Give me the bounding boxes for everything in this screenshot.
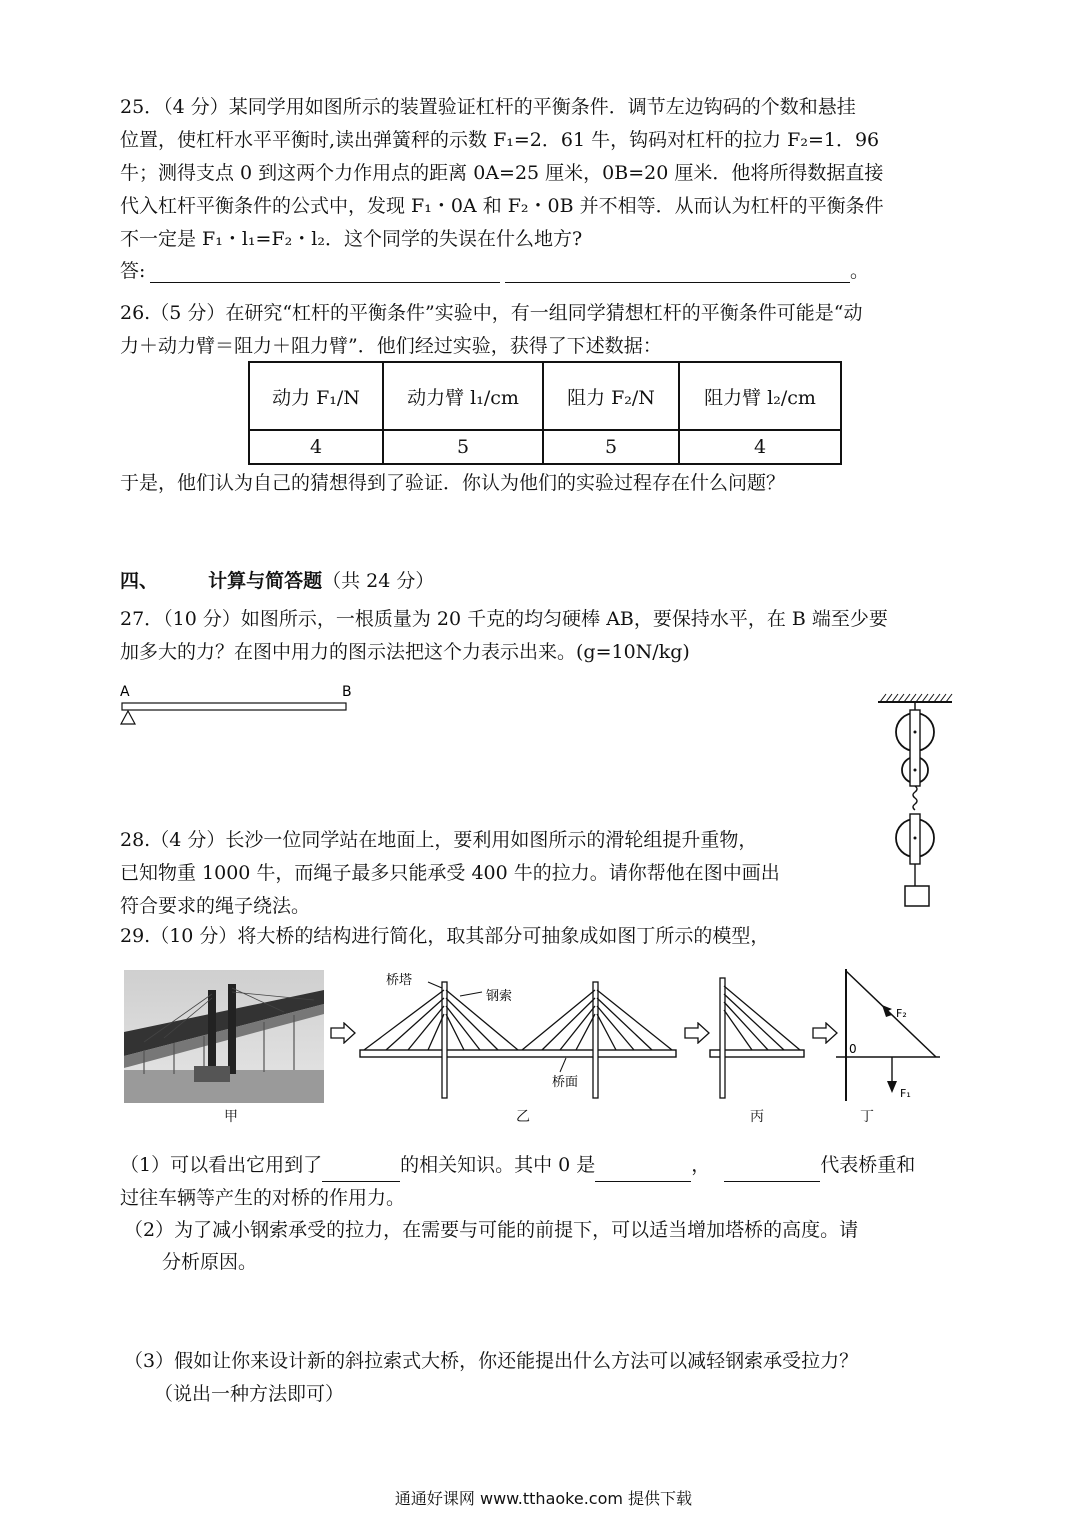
label-deck: 桥面 (552, 1075, 579, 1090)
caption-ding: 丁 (860, 1109, 874, 1125)
bridge-diagram-bing (708, 972, 808, 1102)
q25-answer-blank-2[interactable] (505, 282, 850, 283)
q29-blank-1[interactable] (322, 1159, 400, 1182)
fulcrum-triangle (121, 711, 135, 724)
table-cell: 4 (249, 430, 383, 464)
q25-answer-end: 。 (850, 260, 870, 282)
q29-sub3-line-2: （说出一种方法即可） (154, 1383, 345, 1405)
arrow-right-icon (684, 1022, 710, 1044)
q25-answer-label: 答: (120, 260, 146, 282)
table-cell: 4 (679, 430, 841, 464)
rod-ab (122, 703, 346, 710)
q29-sub1-line-1 (120, 1149, 990, 1182)
arrow-right-icon (812, 1022, 838, 1044)
q29-sub1-c: ， (691, 1154, 711, 1176)
q26-data-table (248, 361, 842, 465)
table-cell: 5 (383, 430, 543, 464)
q25-answer-blank-1[interactable] (150, 282, 500, 283)
caption-yi: 乙 (516, 1109, 530, 1125)
caption-bing: 丙 (750, 1109, 764, 1125)
q25-line-5: 不一定是 F₁・l₁=F₂・l₂．这个同学的失误在什么地方? (120, 228, 583, 250)
section-number: 四、 (120, 570, 159, 592)
q28-line-2: 已知物重 1000 牛，而绳子最多只能承受 400 牛的拉力。请你帮他在图中画出 (120, 862, 780, 884)
q29-blank-2[interactable] (595, 1159, 691, 1182)
q29-sub1-a: （1）可以看出它用到了 (120, 1154, 323, 1176)
section-heading (120, 566, 434, 593)
q25-line-3: 牛；测得支点 0 到这两个力作用点的距离 0A=25 厘米，0B=20 厘米．他将所得数据直接 (120, 162, 884, 184)
bridge-diagram-yi (356, 968, 681, 1103)
q28-line-3: 符合要求的绳子绕法。 (120, 895, 311, 917)
q29-sub1-line-2: 过往车辆等产生的对桥的作用力。 (120, 1187, 406, 1209)
q29-line-1: 29.（10 分）将大桥的结构进行简化，取其部分可抽象成如图丁所示的模型， (120, 925, 770, 947)
q25-line-4: 代入杠杆平衡条件的公式中，发现 F₁・0A 和 F₂・0B 并不相等．从而认为杠杆的平衡条件 (120, 195, 884, 217)
caption-jia: 甲 (224, 1109, 238, 1125)
q29-blank-3[interactable] (724, 1159, 820, 1182)
label-b: B (342, 684, 352, 700)
table-header: 阻力臂 l₂/cm (679, 362, 841, 430)
bridge-photo (124, 970, 324, 1103)
q29-sub1-b: 的相关知识。其中 0 是 (400, 1154, 596, 1176)
q29-sub2-line-1: （2）为了减小钢索承受的拉力，在需要与可能的前提下，可以适当增加塔桥的高度。请 (124, 1219, 859, 1241)
section-title: 计算与简答题 (208, 570, 323, 592)
table-header: 动力 F₁/N (249, 362, 383, 430)
footer-source: 通通好课网 www.tthaoke.com 提供下载 (394, 1489, 693, 1508)
q27-line-2: 加多大的力？在图中用力的图示法把这个力表示出来。(g=10N/kg) (120, 641, 690, 663)
q26-line-1: 26.（5 分）在研究“杠杆的平衡条件”实验中，有一组同学猜想杠杆的平衡条件可能是“动 (120, 302, 863, 324)
q29-sub1-d: 代表桥重和 (820, 1154, 916, 1176)
q28-line-1: 28.（4 分）长沙一位同学站在地面上，要利用如图所示的滑轮组提升重物， (120, 829, 758, 851)
label-f1: F₁ (900, 1087, 911, 1100)
table-header: 阻力 F₂/N (543, 362, 679, 430)
label-o: 0 (849, 1042, 857, 1056)
q29-sub2-line-2: 分析原因。 (162, 1251, 258, 1273)
q25-line-1: 25．（4 分）某同学用如图所示的装置验证杠杆的平衡条件．调节左边钩码的个数和悬挂 (120, 96, 856, 118)
label-f2: F₂ (896, 1007, 907, 1020)
q29-sub3-line-1: （3）假如让你来设计新的斜拉索式大桥，你还能提出什么方法可以减轻钢索承受拉力？ (124, 1350, 859, 1372)
table-header: 动力臂 l₁/cm (383, 362, 543, 430)
section-points: （共 24 分） (322, 570, 435, 592)
lever-model-ding (836, 965, 946, 1105)
lever-ab-figure (110, 680, 370, 730)
q25-line-2: 位置，使杠杆水平平衡时,读出弹簧秤的示数 F₁=2．61 牛，钩码对杠杆的拉力 F₂=1．96 (120, 129, 880, 151)
label-cable: 钢索 (486, 989, 513, 1004)
table-cell: 5 (543, 430, 679, 464)
q26-line-2: 力＋动力臂＝阻力＋阻力臂”．他们经过实验，获得了下述数据： (120, 335, 662, 357)
label-a: A (120, 684, 130, 700)
arrow-right-icon (330, 1022, 356, 1044)
q27-line-1: 27．（10 分）如图所示，一根质量为 20 千克的均匀硬棒 AB，要保持水平，在 B 端至少要 (120, 608, 888, 630)
label-tower: 桥塔 (386, 973, 413, 988)
q26-line-3: 于是，他们认为自己的猜想得到了验证．你认为他们的实验过程存在什么问题？ (120, 472, 786, 494)
